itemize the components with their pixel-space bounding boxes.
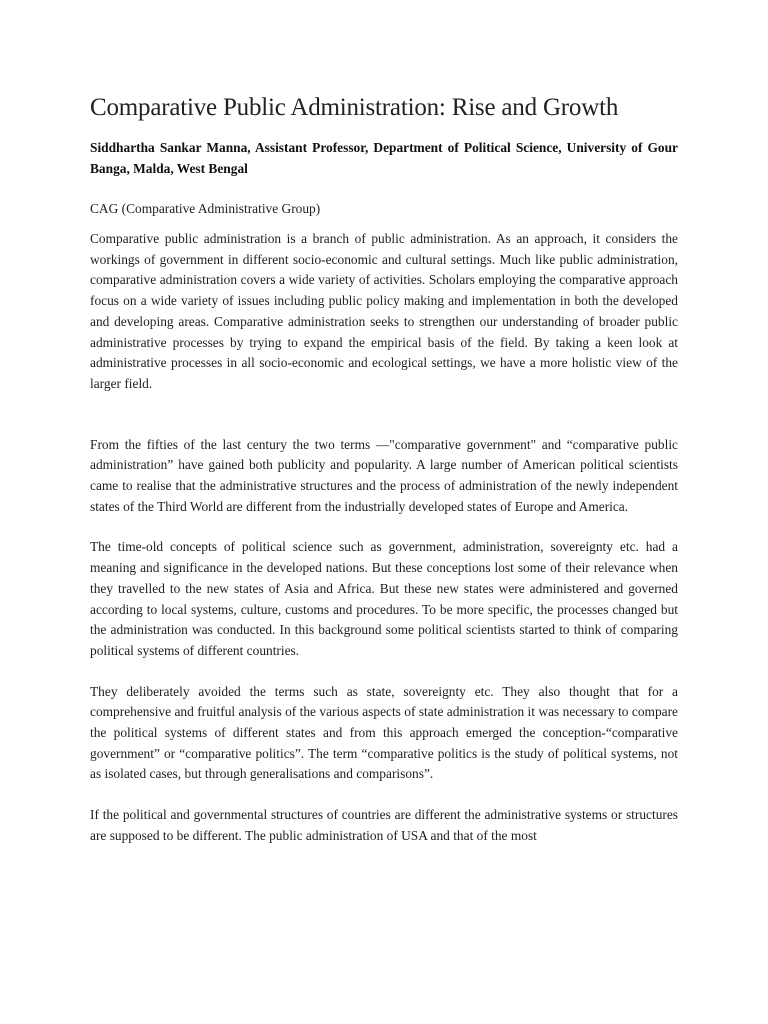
- author-byline: Siddhartha Sankar Manna, Assistant Professor, Department of Political Science, University of Gour Banga, Malda, West Bengal: [90, 140, 678, 176]
- paragraph-spacer: [90, 517, 678, 537]
- section-subheading: CAG (Comparative Administrative Group): [90, 201, 321, 216]
- paragraph-5: If the political and governmental structures of countries are different the administrative systems or structures are supposed to be different. The public administration of USA and that of the most: [90, 807, 678, 843]
- document-title: Comparative Public Administration: Rise and Growth: [90, 94, 619, 121]
- paragraph-spacer: [90, 395, 678, 435]
- paragraph-1: Comparative public administration is a branch of public administration. As an approach, it considers the workings of government in different socio-economic and cultural settings. Much like public administration, comparative administration covers a wide variety of activities. Scholars employing the comparative approach focus on a wide variety of issues including public policy making and implementation in both the developed and developing areas. Comparative administration seeks to strengthen our understanding of broader public administrative processes by trying to expand the empirical basis of the field. By taking a keen look at administrative processes in all socio-economic and ecological settings, we have a more holistic view of the larger field.: [90, 231, 678, 391]
- paragraph-2: From the fifties of the last century the two terms —"comparative government" and “comparative public administration” have gained both publicity and popularity. A large number of American political scientists came to realise that the administrative structures and the process of administration of the newly independent states of the Third World are different from the industrially developed states of Europe and America.: [90, 436, 678, 514]
- paragraph-4: They deliberately avoided the terms such as state, sovereignty etc. They also thought that for a comprehensive and fruitful analysis of the various aspects of state administration it was necessary to compare the political systems of different states and from this approach emerged the conception-“comparative government” or “comparative politics”. The term “comparative politics is the study of political systems, not as isolated cases, but through generalisations and comparisons”.: [90, 683, 678, 782]
- paragraph-3: The time-old concepts of political science such as government, administration, sovereignty etc. had a meaning and significance in the developed nations. But these conceptions lost some of their relevance when they travelled to the new states of Asia and Africa. But these new states were administered and governed according to local systems, culture, customs and procedures. To be more specific, the processes changed but the administration was conducted. In this background some political scientists started to think of comparing political systems of different countries.: [90, 539, 678, 658]
- paragraph-spacer: [90, 785, 678, 805]
- document-page: [90, 92, 678, 847]
- paragraph-spacer: [90, 662, 678, 682]
